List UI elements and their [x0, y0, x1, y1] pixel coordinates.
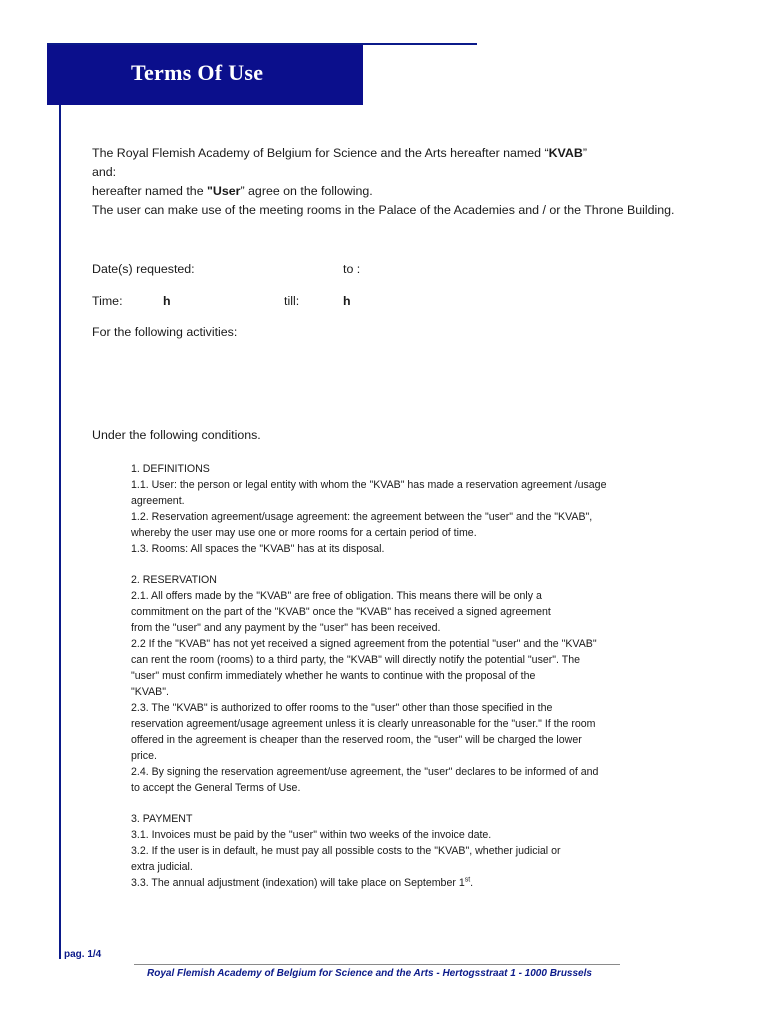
dates-requested-label: Date(s) requested: [92, 262, 195, 276]
condition-line: 1.3. Rooms: All spaces the "KVAB" has at its disposal. [131, 543, 385, 555]
condition-line: "user" must confirm immediately whether he wants to continue with the proposal of the [131, 670, 536, 682]
condition-line: 2.2 If the "KVAB" has not yet received a signed agreement from the potential "user" and the "KVAB" [131, 638, 597, 650]
condition-line: 1.2. Reservation agreement/usage agreement: the agreement between the "user" and the "KVAB", [131, 511, 593, 523]
section-gap [131, 796, 691, 811]
left-margin-rule [59, 105, 61, 959]
page-number: pag. 1/4 [64, 949, 102, 960]
kvab-name: KVAB [548, 146, 583, 160]
condition-line: 3. PAYMENT [131, 813, 193, 825]
conditions-label: Under the following conditions. [92, 428, 261, 442]
condition-line: 2.3. The "KVAB" is authorized to offer rooms to the "user" other than those specified in the [131, 702, 553, 714]
condition-line-last: 3.3. The annual adjustment (indexation) will take place on September 1st. [131, 876, 474, 889]
condition-line: 2. RESERVATION [131, 574, 217, 586]
condition-line: extra judicial. [131, 861, 193, 873]
activities-label: For the following activities: [92, 325, 238, 339]
condition-line: reservation agreement/usage agreement unless it is clearly unreasonable for the "user." If the room [131, 718, 596, 730]
intro-line-3: hereafter named the "User” agree on the following. [92, 184, 373, 198]
title-banner [47, 45, 363, 105]
ordinal-superscript: st [464, 876, 471, 884]
intro-line-1: The Royal Flemish Academy of Belgium for Science and the Arts hereafter named “KVAB” [92, 146, 587, 160]
condition-line: price. [131, 750, 157, 762]
condition-line: 2.1. All offers made by the "KVAB" are free of obligation. This means there will be only a [131, 590, 542, 602]
condition-line: 1.1. User: the person or legal entity with whom the "KVAB" has made a reservation agreement /usage [131, 479, 607, 491]
condition-line: commitment on the part of the "KVAB" once the "KVAB" has received a signed agreement [131, 606, 551, 618]
condition-line: "KVAB". [131, 686, 169, 698]
intro-line-2: and: [92, 165, 117, 179]
condition-line: whereby the user may use one or more rooms for a certain period of time. [131, 527, 477, 539]
condition-line: 2.4. By signing the reservation agreement/use agreement, the "user" declares to be informed of and [131, 766, 599, 778]
condition-line: agreement. [131, 495, 185, 507]
intro-line-4: The user can make use of the meeting rooms in the Palace of the Academies and / or the Throne Building. [92, 203, 675, 217]
condition-line: from the "user" and any payment by the "user" has been received. [131, 622, 441, 634]
time-end-unit: h [343, 294, 351, 308]
to-label: to : [343, 262, 361, 276]
condition-line: 1. DEFINITIONS [131, 463, 210, 475]
condition-line: to accept the General Terms of Use. [131, 782, 301, 794]
intro-paragraph [92, 144, 674, 220]
time-start-unit: h [163, 294, 171, 308]
condition-line: can rent the room (rooms) to a third party, the "KVAB" will directly notify the potential "user". The [131, 654, 580, 666]
footer-rule [134, 964, 620, 965]
condition-line: 3.2. If the user is in default, he must pay all possible costs to the "KVAB", whether judicial or [131, 845, 561, 857]
footer-address: Royal Flemish Academy of Belgium for Science and the Arts - Hertogsstraat 1 - 1000 Brussels [147, 968, 592, 979]
time-label: Time: [92, 294, 123, 308]
condition-line: 3.1. Invoices must be paid by the "user" within two weeks of the invoice date. [131, 829, 492, 841]
page-title: Terms Of Use [131, 60, 264, 85]
till-label: till: [284, 294, 300, 308]
condition-line: offered in the agreement is cheaper than the reserved room, the "user" will be charged the lower [131, 734, 582, 746]
user-name: "User [207, 184, 241, 198]
section-gap [131, 557, 691, 572]
conditions-text [131, 461, 691, 891]
